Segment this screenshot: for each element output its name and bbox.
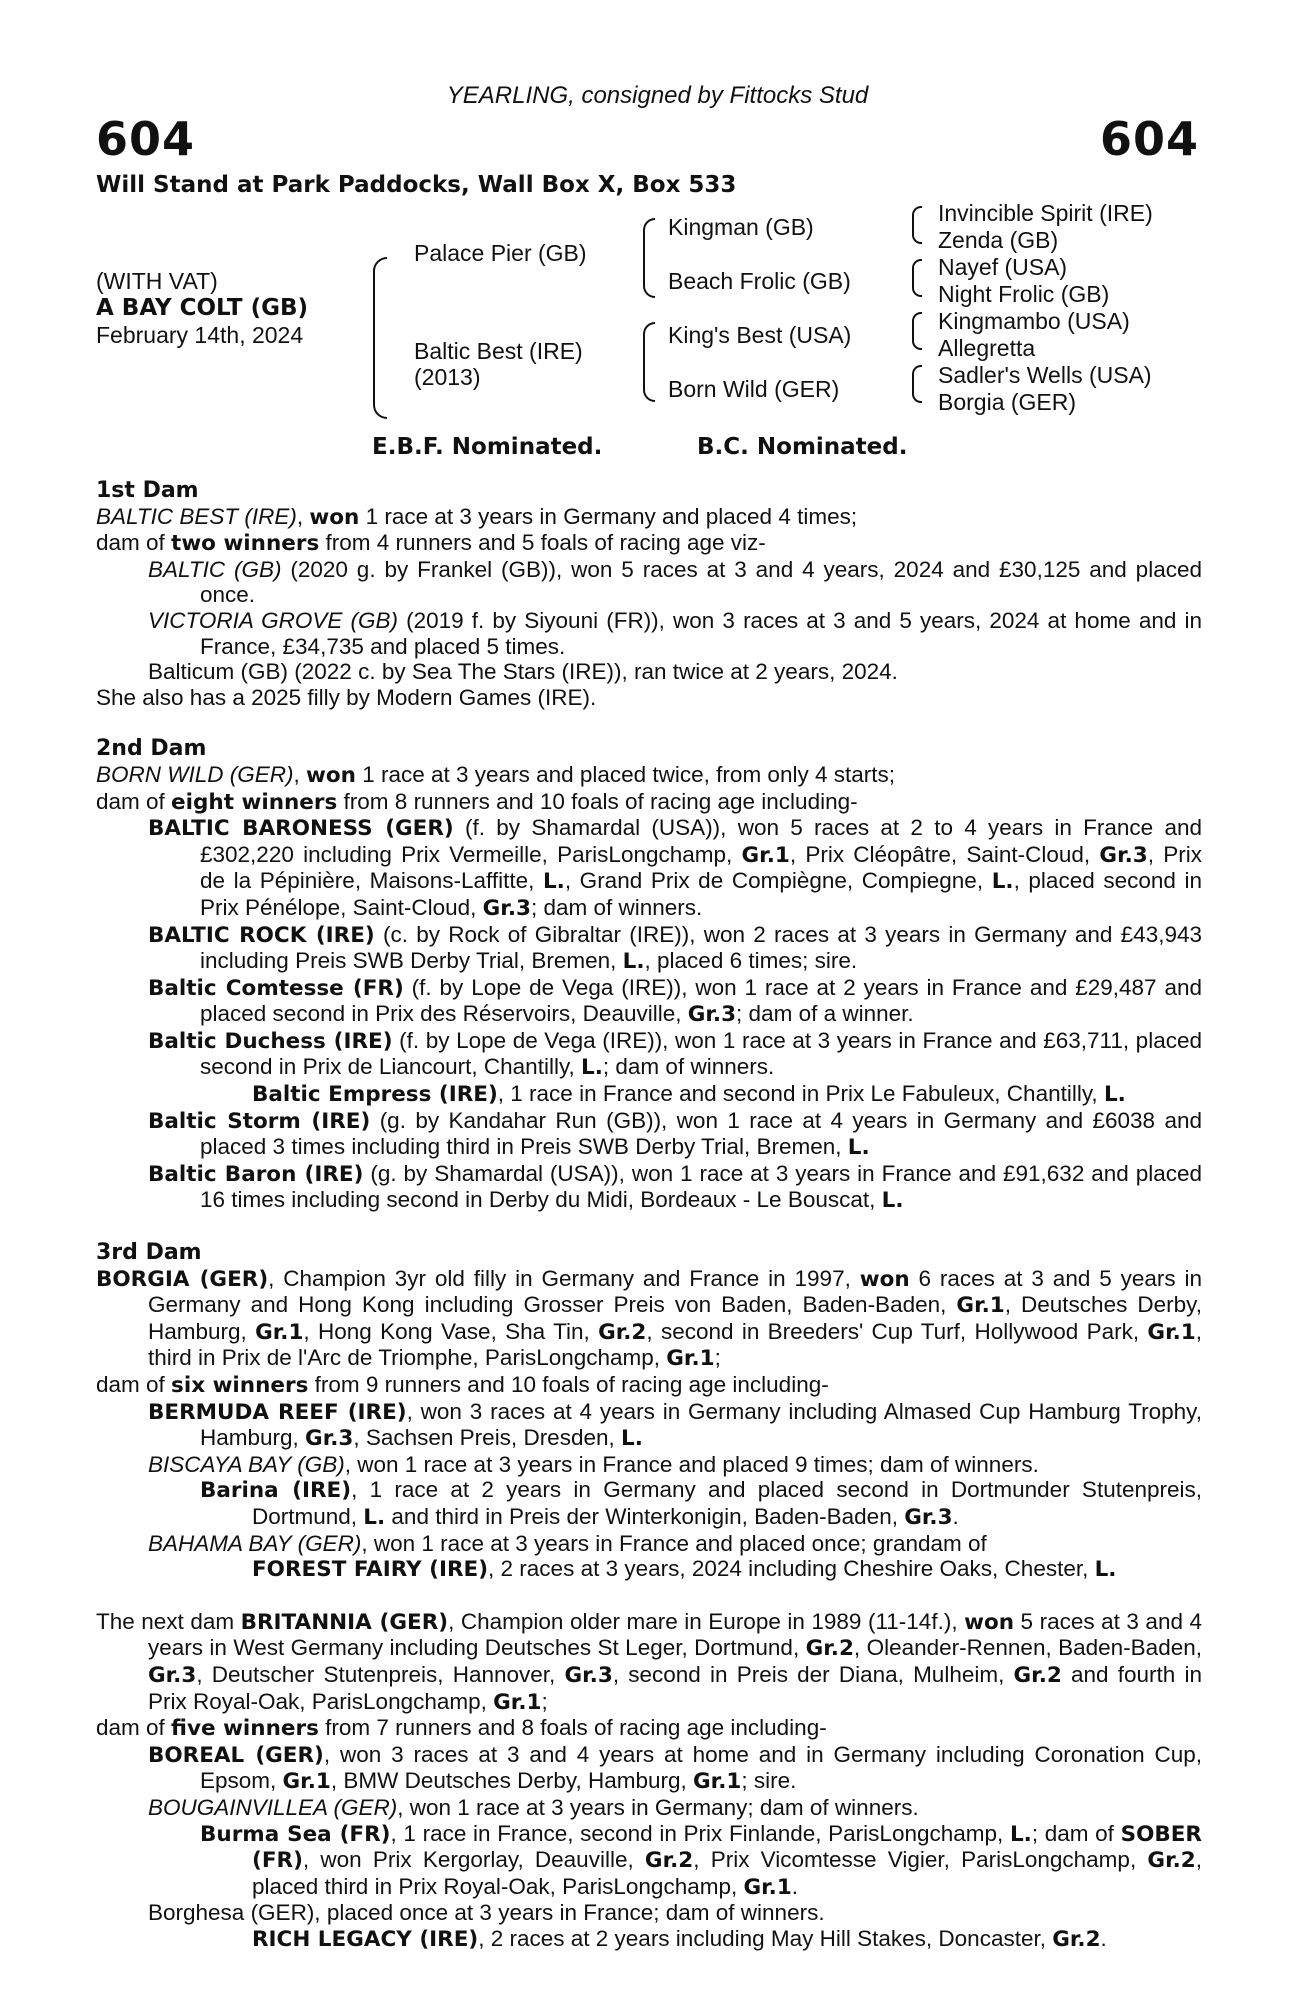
bold-text: two winners — [171, 531, 320, 557]
dam-section — [96, 1609, 1202, 1953]
vat-note: (WITH VAT) — [96, 268, 218, 294]
bold-text: five winners — [171, 1716, 319, 1742]
grandsire-paternal: Kingman (GB) — [668, 214, 814, 240]
text: 5 races at 3 and 4 years in West Germany including Deutsches St Leger, Dortmund, — [148, 1608, 1202, 1661]
italic-text: BOUGAINVILLEA (GER) — [148, 1794, 398, 1820]
text: (g. by Shamardal (USA)), won 1 race at 3 years in France and £91,632 and placed 16 times including second in Derby du Midi, Bordeaux - Le Bouscat, — [200, 1160, 1203, 1213]
italic-text: BALTIC (GB) — [148, 556, 282, 582]
text: , won 3 races at 4 years in Germany including Almased Cup Hamburg Trophy, Hamburg, — [200, 1398, 1202, 1451]
record-paragraph — [96, 1372, 1202, 1399]
text: , placed 6 times; sire. — [644, 948, 858, 974]
italic-text: BORN WILD (GER) — [96, 761, 294, 787]
section-heading: 1st Dam — [96, 478, 199, 503]
italic-text: BISCAYA BAY (GB) — [148, 1451, 345, 1477]
text: (f. by Shamardal (USA)), won 5 races at 2 to 4 years in France and £302,220 including Prix Vermeille, ParisLongchamp, — [200, 815, 1202, 867]
record-paragraph — [96, 1161, 1202, 1214]
bold-text: BOREAL (GER) — [148, 1742, 324, 1768]
record-paragraph — [96, 685, 1202, 711]
record-paragraph — [96, 762, 1202, 789]
bold-text: L. — [1009, 1821, 1032, 1847]
text: (2019 f. by Siyouni (FR)), won 3 races at 3 and 5 years, 2024 at home and in France, £34,735 and placed 5 times. — [200, 607, 1202, 659]
text: and fourth in Prix Royal-Oak, ParisLongchamp, — [148, 1661, 1202, 1714]
text: (f. by Lope de Vega (IRE)), won 1 race at 3 years in France and £63,711, placed second in Prix de Liancourt, Chantilly, — [200, 1027, 1202, 1080]
bold-text: FOREST FAIRY (IRE) — [252, 1557, 489, 1583]
record-paragraph — [96, 1477, 1202, 1530]
record-paragraph — [96, 815, 1202, 921]
gen4-ancestor: Allegretta — [938, 335, 1036, 361]
text: ; dam of winners. — [530, 894, 703, 920]
gen4-ancestor: Sadler's Wells (USA) — [938, 362, 1152, 388]
bold-text: won — [859, 1266, 910, 1292]
text: dam of — [96, 530, 172, 556]
brace-gen1 — [373, 257, 387, 419]
text: , Sachsen Preis, Dresden, — [353, 1425, 621, 1451]
text: ; — [541, 1688, 548, 1714]
record-paragraph — [96, 1715, 1202, 1742]
bold-text: L. — [1103, 1082, 1126, 1108]
bold-text: SOBER (FR) — [252, 1821, 1202, 1874]
bold-text: BRITANNIA (GER) — [240, 1609, 449, 1635]
bold-text: won — [306, 762, 356, 788]
text: ; dam of winners. — [602, 1054, 775, 1080]
record-paragraph — [96, 1452, 1202, 1478]
bold-text: Gr.1 — [282, 1769, 331, 1795]
bold-text: L. — [622, 949, 645, 975]
text: (c. by Rock of Gibraltar (IRE)), won 2 races at 3 years in Germany and £43,943 including Preis SWB Derby Trial, Bremen, — [200, 921, 1202, 974]
bold-text: Gr.1 — [1147, 1319, 1196, 1345]
text: , won 1 race at 3 years in Germany; dam of winners. — [397, 1794, 919, 1820]
bold-text: BERMUDA REEF (IRE) — [148, 1399, 407, 1425]
text: ; dam of — [1031, 1820, 1121, 1846]
brace-gen3-1 — [912, 206, 922, 244]
dam-section — [96, 478, 1202, 710]
text: , BMW Deutsches Derby, Hamburg, — [330, 1768, 694, 1794]
gen4-ancestor: Invincible Spirit (IRE) — [938, 200, 1153, 226]
record-paragraph — [96, 504, 1202, 531]
record-paragraph — [96, 1028, 1202, 1081]
record-paragraph — [96, 1531, 1202, 1557]
record-paragraph — [96, 922, 1202, 975]
record-paragraph — [96, 1108, 1202, 1161]
lot-number-left: 604 — [96, 112, 196, 166]
text: from 9 runners and 10 foals of racing age including- — [308, 1372, 829, 1397]
bold-text: eight winners — [171, 789, 338, 815]
dam-section — [96, 1240, 1202, 1583]
bold-text: Gr.1 — [743, 1874, 792, 1900]
bold-text: Gr.1 — [493, 1689, 542, 1715]
text: ; sire. — [741, 1768, 797, 1794]
bold-text: six winners — [171, 1373, 309, 1398]
section-heading: 2nd Dam — [96, 736, 207, 762]
bold-text: Burma Sea (FR) — [200, 1821, 391, 1847]
bc-nomination: B.C. Nominated. — [697, 434, 908, 460]
text: , — [293, 761, 307, 787]
text: , placed second in Prix Pénélope, Saint-Cloud, — [200, 868, 1203, 920]
text: 6 races at 3 and 5 years in Germany and Hong Kong including Grosser Preis von Baden, Baden-Baden, — [148, 1265, 1202, 1318]
text: , 2 races at 3 years, 2024 including Cheshire Oaks, Chester, — [488, 1556, 1095, 1582]
text: , second in Preis der Diana, Mulheim, — [612, 1661, 1014, 1687]
bold-text: Barina (IRE) — [200, 1478, 352, 1504]
granddam-paternal: Beach Frolic (GB) — [668, 268, 851, 294]
bold-text: Gr.2 — [598, 1319, 647, 1345]
record-paragraph — [96, 557, 1202, 608]
bold-text: Baltic Storm (IRE) — [148, 1108, 371, 1134]
record-paragraph — [96, 1900, 1202, 1926]
text: , won 1 race at 3 years in France and placed 9 times; dam of winners. — [344, 1451, 1039, 1477]
bold-text: Baltic Duchess (IRE) — [148, 1028, 393, 1054]
text: , 1 race in France, second in Prix Finlande, ParisLongchamp, — [390, 1820, 1010, 1846]
text: 1 race at 3 years and placed twice, from only 4 starts; — [355, 761, 895, 787]
text: (2020 g. by Frankel (GB)), won 5 races at 3 and 4 years, 2024 and £30,125 and placed once. — [200, 556, 1202, 608]
bold-text: Gr.3 — [305, 1426, 354, 1452]
dam-section — [96, 736, 1202, 1214]
bold-text: Gr.2 — [1013, 1662, 1062, 1688]
gen4-ancestor: Night Frolic (GB) — [938, 281, 1110, 307]
text: , Prix de la Pépinière, Maisons-Laffitte, — [200, 841, 1202, 894]
bold-text: Gr.3 — [687, 1002, 737, 1028]
italic-text: VICTORIA GROVE (GB) — [148, 607, 399, 633]
text: , 1 race in France and second in Prix Le Fabuleux, Chantilly, — [497, 1081, 1104, 1107]
text: ; dam of a winner. — [736, 1001, 914, 1027]
bold-text: Gr.2 — [644, 1848, 694, 1874]
gen4-ancestor: Nayef (USA) — [938, 254, 1068, 280]
text: , 2 races at 2 years including May Hill Stakes, Doncaster, — [478, 1925, 1053, 1951]
text: , Oleander-Rennen, Baden-Baden, — [853, 1635, 1202, 1661]
bold-text: L. — [991, 869, 1014, 895]
bold-text: Gr.3 — [482, 895, 531, 921]
text: (g. by Kandahar Run (GB)), won 1 race at 4 years in Germany and £6038 and placed 3 times including third in Preis SWB Derby Trial, Bremen, — [200, 1107, 1202, 1160]
text: , Prix Vicomtesse Vigier, ParisLongchamp, — [693, 1847, 1148, 1873]
record-paragraph — [96, 1609, 1202, 1715]
text: , placed third in Prix Royal-Oak, ParisLongchamp, — [252, 1847, 1202, 1899]
dam-year: (2013) — [414, 364, 481, 390]
section-gap — [96, 1583, 1202, 1609]
text: dam of — [96, 1372, 172, 1397]
bold-text: L. — [581, 1055, 603, 1081]
section-gap — [96, 1214, 1202, 1240]
text: , Deutscher Stutenpreis, Hannover, — [196, 1661, 565, 1687]
bold-text: RICH LEGACY (IRE) — [252, 1926, 479, 1952]
bold-text: Gr.1 — [666, 1346, 715, 1372]
text: . — [1100, 1925, 1107, 1951]
record-paragraph — [96, 1399, 1202, 1452]
record-paragraph — [96, 608, 1202, 659]
brace-gen3-4 — [912, 365, 922, 403]
bold-text: won — [309, 504, 360, 530]
text: , — [296, 503, 310, 529]
bold-text: Gr.2 — [1147, 1848, 1196, 1874]
text: from 8 runners and 10 foals of racing age including- — [337, 788, 858, 814]
text: , Prix Cléopâtre, Saint-Cloud, — [789, 841, 1100, 867]
text: , second in Breeders' Cup Turf, Hollywood Park, — [646, 1318, 1148, 1344]
text: , Hong Kong Vase, Sha Tin, — [303, 1318, 599, 1344]
gen4-ancestor: Kingmambo (USA) — [938, 308, 1130, 334]
text: dam of — [96, 1715, 172, 1741]
section-heading: 3rd Dam — [96, 1240, 202, 1266]
text: . — [791, 1873, 799, 1899]
record-paragraph — [96, 1926, 1202, 1953]
bold-text: Gr.3 — [148, 1662, 197, 1688]
text: from 7 runners and 8 foals of racing age including- — [318, 1715, 827, 1741]
brace-gen3-3 — [912, 312, 922, 350]
stand-location: Will Stand at Park Paddocks, Wall Box X, Box 533 — [96, 172, 737, 198]
text: She also has a 2025 filly by Modern Games (IRE). — [96, 684, 597, 710]
bold-text: Baltic Baron (IRE) — [148, 1161, 364, 1187]
text: Borghesa (GER), placed once at 3 years in France; dam of winners. — [148, 1900, 825, 1926]
bold-text: Gr.1 — [741, 842, 790, 868]
gen4-ancestor: Borgia (GER) — [938, 389, 1077, 415]
bold-text: Gr.2 — [805, 1636, 854, 1662]
bold-text: Gr.1 — [693, 1769, 742, 1795]
bold-text: L. — [542, 869, 565, 895]
record-paragraph — [96, 975, 1202, 1028]
record-paragraph — [96, 530, 1202, 557]
consignment-line: YEARLING, consigned by Fittocks Stud — [446, 82, 869, 109]
bold-text: BORGIA (GER) — [96, 1266, 269, 1292]
text: , Champion 3yr old filly in Germany and France in 1997, — [268, 1265, 860, 1291]
bold-text: Gr.3 — [564, 1662, 613, 1688]
text: Balticum (GB) (2022 c. by Sea The Stars (IRE)), ran twice at 2 years, 2024. — [148, 659, 898, 685]
brace-gen2-bottom — [643, 322, 655, 402]
text: , Grand Prix de Compiègne, Compiegne, — [564, 868, 992, 894]
record-paragraph — [96, 1556, 1202, 1583]
text: , Deutsches Derby, Hamburg, — [148, 1292, 1202, 1344]
text: from 4 runners and 5 foals of racing age viz- — [319, 530, 766, 556]
text: ; — [714, 1345, 721, 1371]
record-paragraph — [96, 659, 1202, 685]
text: , Champion older mare in Europe in 1989 (11-14f.), — [448, 1608, 965, 1634]
record-paragraph — [96, 789, 1202, 816]
bold-text: BALTIC BARONESS (GER) — [148, 816, 454, 842]
text: , won 1 race at 3 years in France and placed once; grandam of — [361, 1530, 987, 1556]
text: and third in Preis der Winterkonigin, Baden-Baden, — [385, 1503, 905, 1529]
lot-number-right: 604 — [1099, 112, 1199, 166]
record-paragraph — [96, 1266, 1202, 1372]
bold-text: L. — [621, 1426, 643, 1452]
gen4-ancestor: Zenda (GB) — [938, 227, 1059, 253]
section-gap — [96, 710, 1202, 736]
bold-text: Baltic Comtesse (FR) — [148, 975, 404, 1001]
text: , won 3 races at 3 and 4 years at home and in Germany including Coronation Cup, Epsom, — [200, 1741, 1202, 1794]
dam-name: Baltic Best (IRE) — [414, 338, 583, 364]
bold-text: L. — [881, 1188, 904, 1214]
record-paragraph — [96, 1081, 1202, 1108]
text: (f. by Lope de Vega (IRE)), won 1 race at 2 years in France and £29,487 and placed second in Prix des Réservoirs, Deauville, — [200, 974, 1202, 1027]
text: The next dam — [96, 1608, 241, 1634]
text: , third in Prix de l'Arc de Triomphe, ParisLongchamp, — [148, 1318, 1202, 1371]
italic-text: BAHAMA BAY (GER) — [148, 1530, 362, 1556]
brace-gen3-2 — [912, 259, 922, 297]
bold-text: L. — [1094, 1557, 1117, 1583]
text: dam of — [96, 788, 172, 814]
brace-gen2-top — [643, 218, 655, 298]
bold-text: won — [964, 1609, 1015, 1635]
text: , 1 race at 2 years in Germany and placed second in Dortmunder Stutenpreis, Dortmund, — [252, 1477, 1203, 1529]
bold-text: Gr.3 — [1099, 842, 1148, 868]
bold-text: Gr.2 — [1052, 1926, 1101, 1952]
grandsire-maternal: King's Best (USA) — [668, 322, 852, 348]
text: , won Prix Kergorlay, Deauville, — [302, 1847, 645, 1873]
ebf-nomination: E.B.F. Nominated. — [372, 434, 603, 460]
sire: Palace Pier (GB) — [414, 240, 587, 266]
bold-text: L. — [363, 1504, 386, 1530]
text: . — [952, 1503, 959, 1529]
bold-text: Gr.1 — [255, 1319, 304, 1345]
bold-text: Gr.1 — [956, 1293, 1005, 1319]
bold-text: Gr.3 — [904, 1504, 953, 1530]
italic-text: BALTIC BEST (IRE) — [96, 503, 297, 529]
bold-text: L. — [847, 1135, 870, 1161]
granddam-maternal: Born Wild (GER) — [668, 376, 840, 402]
record-paragraph — [96, 1821, 1202, 1901]
record-paragraph — [96, 1742, 1202, 1795]
bold-text: Baltic Empress (IRE) — [252, 1082, 498, 1108]
bold-text: BALTIC ROCK (IRE) — [148, 922, 375, 948]
record-paragraph — [96, 1795, 1202, 1821]
text: 1 race at 3 years in Germany and placed 4 times; — [359, 503, 858, 529]
lot-horse-name: A BAY COLT (GB) — [96, 295, 309, 321]
catalogue-body — [96, 478, 1202, 1952]
foaling-date: February 14th, 2024 — [96, 322, 304, 348]
